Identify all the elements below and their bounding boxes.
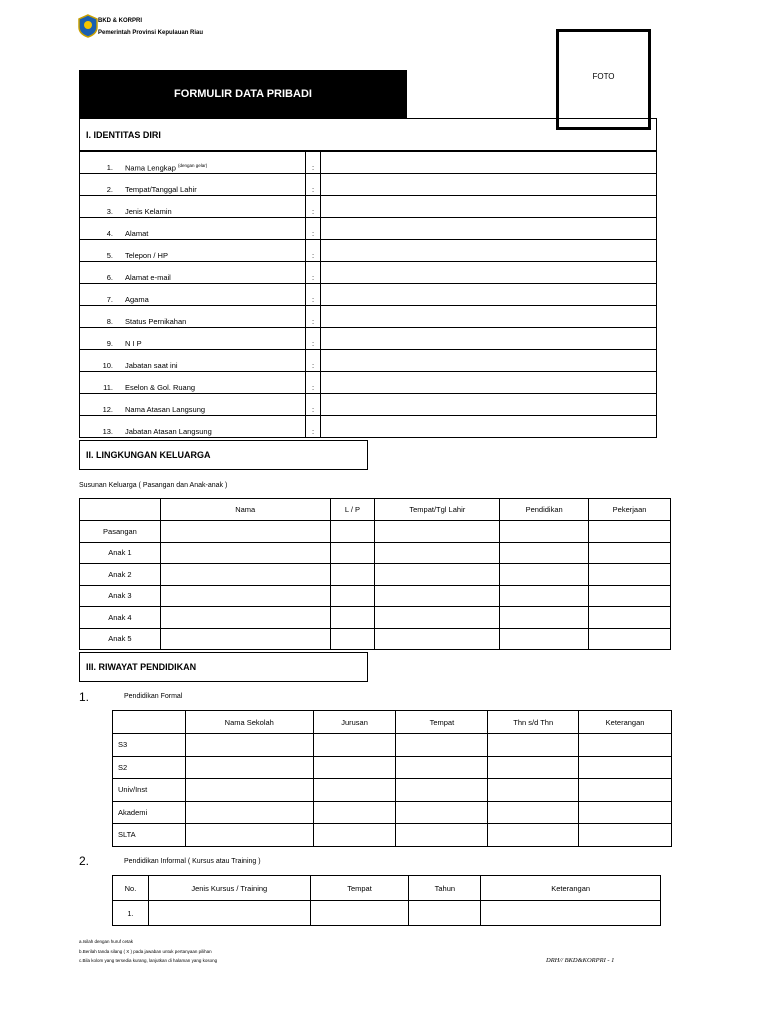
table-cell[interactable] xyxy=(313,824,396,847)
table-cell[interactable] xyxy=(500,542,589,564)
field-label-text: Alamat e-mail xyxy=(125,273,171,282)
family-row xyxy=(80,628,671,650)
family-header-row xyxy=(80,499,671,521)
colon: : xyxy=(306,218,321,240)
section-keluarga-title xyxy=(79,440,368,470)
field-input[interactable] xyxy=(321,284,657,306)
colon: : xyxy=(306,262,321,284)
column-header: Tahun xyxy=(409,876,481,901)
table-cell[interactable] xyxy=(375,585,500,607)
colon: : xyxy=(306,350,321,372)
column-header: No. xyxy=(113,876,149,901)
table-cell[interactable] xyxy=(310,901,409,926)
table-cell[interactable] xyxy=(488,779,579,802)
row-label: Pasangan xyxy=(80,521,161,543)
field-label xyxy=(118,328,306,350)
row-label: Akademi xyxy=(113,801,186,824)
field-label-text: Tempat/Tanggal Lahir xyxy=(125,185,197,194)
identity-row xyxy=(80,328,657,350)
row-number: 10. xyxy=(80,350,119,372)
identity-row xyxy=(80,394,657,416)
field-note: (dengan gelar) xyxy=(177,162,208,168)
photo-label: FOTO xyxy=(592,72,615,81)
section-identitas-title xyxy=(79,118,657,151)
column-header: Jurusan xyxy=(313,711,396,734)
colon: : xyxy=(306,416,321,438)
row-label: Anak 5 xyxy=(80,628,161,650)
note-c: c.Bila kolom yang tersedia kurang, lanjutkan di halaman yang kosong xyxy=(79,958,218,963)
table-cell[interactable] xyxy=(330,564,375,586)
table-cell[interactable] xyxy=(500,564,589,586)
table-cell[interactable] xyxy=(500,585,589,607)
table-cell[interactable] xyxy=(579,756,672,779)
row-label: Anak 4 xyxy=(80,607,161,629)
field-label-text: Agama xyxy=(125,295,149,304)
table-cell[interactable] xyxy=(160,564,330,586)
formal-number: 1. xyxy=(79,690,90,704)
row-number: 11. xyxy=(80,372,119,394)
colon: : xyxy=(306,306,321,328)
table-cell[interactable] xyxy=(579,801,672,824)
field-input[interactable] xyxy=(321,350,657,372)
row-number: 12. xyxy=(80,394,119,416)
field-input[interactable] xyxy=(321,196,657,218)
table-cell[interactable] xyxy=(185,824,313,847)
table-cell[interactable] xyxy=(488,756,579,779)
row-number: 8. xyxy=(80,306,119,328)
identity-row xyxy=(80,174,657,196)
column-header: Nama Sekolah xyxy=(185,711,313,734)
org-name: BKD & KORPRI xyxy=(98,18,143,24)
page-footer: DRH// BKD&KORPRI - 1 xyxy=(546,957,615,964)
table-cell[interactable] xyxy=(589,542,671,564)
formal-row xyxy=(113,824,672,847)
formal-row xyxy=(113,801,672,824)
table-cell[interactable] xyxy=(185,801,313,824)
row-label: S2 xyxy=(113,756,186,779)
colon: : xyxy=(306,196,321,218)
field-input[interactable] xyxy=(321,372,657,394)
column-header: Keterangan xyxy=(579,711,672,734)
family-row xyxy=(80,585,671,607)
colon: : xyxy=(306,372,321,394)
identity-row xyxy=(80,218,657,240)
colon: : xyxy=(306,394,321,416)
table-cell[interactable] xyxy=(375,607,500,629)
field-label-text: Jabatan Atasan Langsung xyxy=(125,427,212,436)
formal-row xyxy=(113,756,672,779)
field-input[interactable] xyxy=(321,416,657,438)
field-input[interactable] xyxy=(321,328,657,350)
org-subtitle: Pemerintah Provinsi Kepulauan Riau xyxy=(98,30,204,36)
colon: : xyxy=(306,240,321,262)
table-cell[interactable] xyxy=(313,734,396,757)
identity-row xyxy=(80,284,657,306)
column-header: Thn s/d Thn xyxy=(488,711,579,734)
table-cell[interactable] xyxy=(589,607,671,629)
row-label: Univ/Inst xyxy=(113,779,186,802)
table-cell[interactable] xyxy=(396,734,488,757)
row-number: 1. xyxy=(80,152,119,174)
table-cell[interactable] xyxy=(160,585,330,607)
row-label: SLTA xyxy=(113,824,186,847)
column-header: Tempat xyxy=(310,876,409,901)
field-label-text: Status Pernikahan xyxy=(125,317,187,326)
row-number: 9. xyxy=(80,328,119,350)
note-b: b.Berilah tanda silang ( X ) pada jawaban untuk pertanyaan pilihan xyxy=(79,949,212,954)
field-label xyxy=(118,262,306,284)
family-row xyxy=(80,564,671,586)
table-cell[interactable] xyxy=(396,824,488,847)
field-input[interactable] xyxy=(321,306,657,328)
table-cell[interactable] xyxy=(500,521,589,543)
row-number: 7. xyxy=(80,284,119,306)
table-cell[interactable] xyxy=(589,521,671,543)
formal-education-table xyxy=(112,710,672,847)
field-label-text: Nama Atasan Langsung xyxy=(125,405,206,414)
identity-row xyxy=(80,372,657,394)
table-cell[interactable] xyxy=(313,779,396,802)
colon: : xyxy=(306,152,321,174)
informal-education-table xyxy=(112,875,661,926)
field-label xyxy=(118,306,306,328)
field-label-text: Jabatan saat ini xyxy=(125,361,178,370)
identity-row xyxy=(80,152,657,174)
column-header: L / P xyxy=(330,499,375,521)
table-cell[interactable] xyxy=(330,607,375,629)
colon: : xyxy=(306,328,321,350)
column-header: Pekerjaan xyxy=(589,499,671,521)
informal-caption: Pendidikan Informal ( Kursus atau Training ) xyxy=(124,858,261,865)
table-cell[interactable] xyxy=(330,585,375,607)
table-cell[interactable] xyxy=(160,521,330,543)
table-cell[interactable] xyxy=(579,734,672,757)
identity-table xyxy=(79,151,657,438)
section-title: I. IDENTITAS DIRI xyxy=(86,129,161,140)
field-label xyxy=(118,152,306,174)
table-cell[interactable] xyxy=(375,564,500,586)
table-cell[interactable] xyxy=(160,607,330,629)
table-cell[interactable] xyxy=(500,607,589,629)
table-cell[interactable] xyxy=(396,779,488,802)
colon: : xyxy=(306,174,321,196)
column-header xyxy=(113,711,186,734)
identity-row xyxy=(80,240,657,262)
table-cell[interactable] xyxy=(396,801,488,824)
table-cell[interactable] xyxy=(488,734,579,757)
row-number: 4. xyxy=(80,218,119,240)
column-header: Tempat xyxy=(396,711,488,734)
table-cell[interactable] xyxy=(409,901,481,926)
column-header: Keterangan xyxy=(481,876,661,901)
form-title: FORMULIR DATA PRIBADI xyxy=(79,70,407,118)
field-label-text: N I P xyxy=(125,339,142,348)
field-label xyxy=(118,174,306,196)
field-label-text: Eselon & Gol. Ruang xyxy=(125,383,196,392)
table-cell[interactable] xyxy=(589,628,671,650)
table-cell[interactable] xyxy=(330,542,375,564)
table-cell[interactable] xyxy=(488,824,579,847)
table-cell[interactable] xyxy=(160,628,330,650)
identity-row xyxy=(80,306,657,328)
photo-box[interactable] xyxy=(556,29,651,130)
field-label-text: Alamat xyxy=(125,229,149,238)
table-cell[interactable] xyxy=(185,756,313,779)
informal-row xyxy=(113,901,661,926)
field-label-text: Telepon / HP xyxy=(125,251,168,260)
row-number: 3. xyxy=(80,196,119,218)
note-a: a.Isilah dengan huruf cetak xyxy=(79,939,134,944)
field-label xyxy=(118,350,306,372)
field-label xyxy=(118,394,306,416)
family-caption: Susunan Keluarga ( Pasangan dan Anak-anak ) xyxy=(79,482,228,489)
table-cell[interactable] xyxy=(375,521,500,543)
formal-row xyxy=(113,779,672,802)
table-cell[interactable] xyxy=(313,801,396,824)
row-label: S3 xyxy=(113,734,186,757)
table-cell[interactable] xyxy=(375,628,500,650)
identity-row xyxy=(80,196,657,218)
section-title: II. LINGKUNGAN KELUARGA xyxy=(86,450,211,460)
table-cell[interactable] xyxy=(396,756,488,779)
family-row xyxy=(80,607,671,629)
logo-emblem xyxy=(78,14,98,38)
table-cell[interactable] xyxy=(500,628,589,650)
column-header: Pendidikan xyxy=(500,499,589,521)
table-cell[interactable] xyxy=(579,779,672,802)
field-input[interactable] xyxy=(321,240,657,262)
field-input[interactable] xyxy=(321,394,657,416)
column-header: Jenis Kursus / Training xyxy=(148,876,310,901)
field-input[interactable] xyxy=(321,152,657,174)
formal-caption: Pendidikan Formal xyxy=(124,693,183,700)
table-cell[interactable] xyxy=(330,628,375,650)
section-title: III. RIWAYAT PENDIDIKAN xyxy=(86,662,197,672)
informal-header-row xyxy=(113,876,661,901)
identity-row xyxy=(80,416,657,438)
field-label xyxy=(118,240,306,262)
row-number: 13. xyxy=(80,416,119,438)
field-label xyxy=(118,196,306,218)
table-cell[interactable] xyxy=(488,801,579,824)
identity-row xyxy=(80,262,657,284)
column-header xyxy=(80,499,161,521)
table-cell[interactable] xyxy=(185,734,313,757)
table-cell[interactable] xyxy=(148,901,310,926)
family-row xyxy=(80,521,671,543)
row-label: Anak 1 xyxy=(80,542,161,564)
informal-number: 2. xyxy=(79,854,90,868)
row-number: 2. xyxy=(80,174,119,196)
field-label xyxy=(118,372,306,394)
formal-header-row xyxy=(113,711,672,734)
table-cell[interactable] xyxy=(185,779,313,802)
row-label: Anak 3 xyxy=(80,585,161,607)
field-input[interactable] xyxy=(321,262,657,284)
field-label xyxy=(118,416,306,438)
column-header: Tempat/Tgl Lahir xyxy=(375,499,500,521)
identity-row xyxy=(80,350,657,372)
colon: : xyxy=(306,284,321,306)
table-cell[interactable] xyxy=(579,824,672,847)
formal-row xyxy=(113,734,672,757)
table-cell[interactable] xyxy=(481,901,661,926)
column-header: Nama xyxy=(160,499,330,521)
table-cell[interactable] xyxy=(330,521,375,543)
family-row xyxy=(80,542,671,564)
table-cell[interactable] xyxy=(313,756,396,779)
table-cell[interactable] xyxy=(375,542,500,564)
field-label-text: Jenis Kelamin xyxy=(125,207,172,216)
field-input[interactable] xyxy=(321,174,657,196)
section-pendidikan-title xyxy=(79,652,368,682)
row-label: Anak 2 xyxy=(80,564,161,586)
row-number: 1. xyxy=(113,901,149,926)
table-cell[interactable] xyxy=(160,542,330,564)
table-cell[interactable] xyxy=(589,564,671,586)
row-number: 5. xyxy=(80,240,119,262)
row-number: 6. xyxy=(80,262,119,284)
field-input[interactable] xyxy=(321,218,657,240)
table-cell[interactable] xyxy=(589,585,671,607)
field-label xyxy=(118,284,306,306)
field-label-text: Nama Lengkap xyxy=(125,163,176,172)
family-table xyxy=(79,498,671,650)
field-label xyxy=(118,218,306,240)
